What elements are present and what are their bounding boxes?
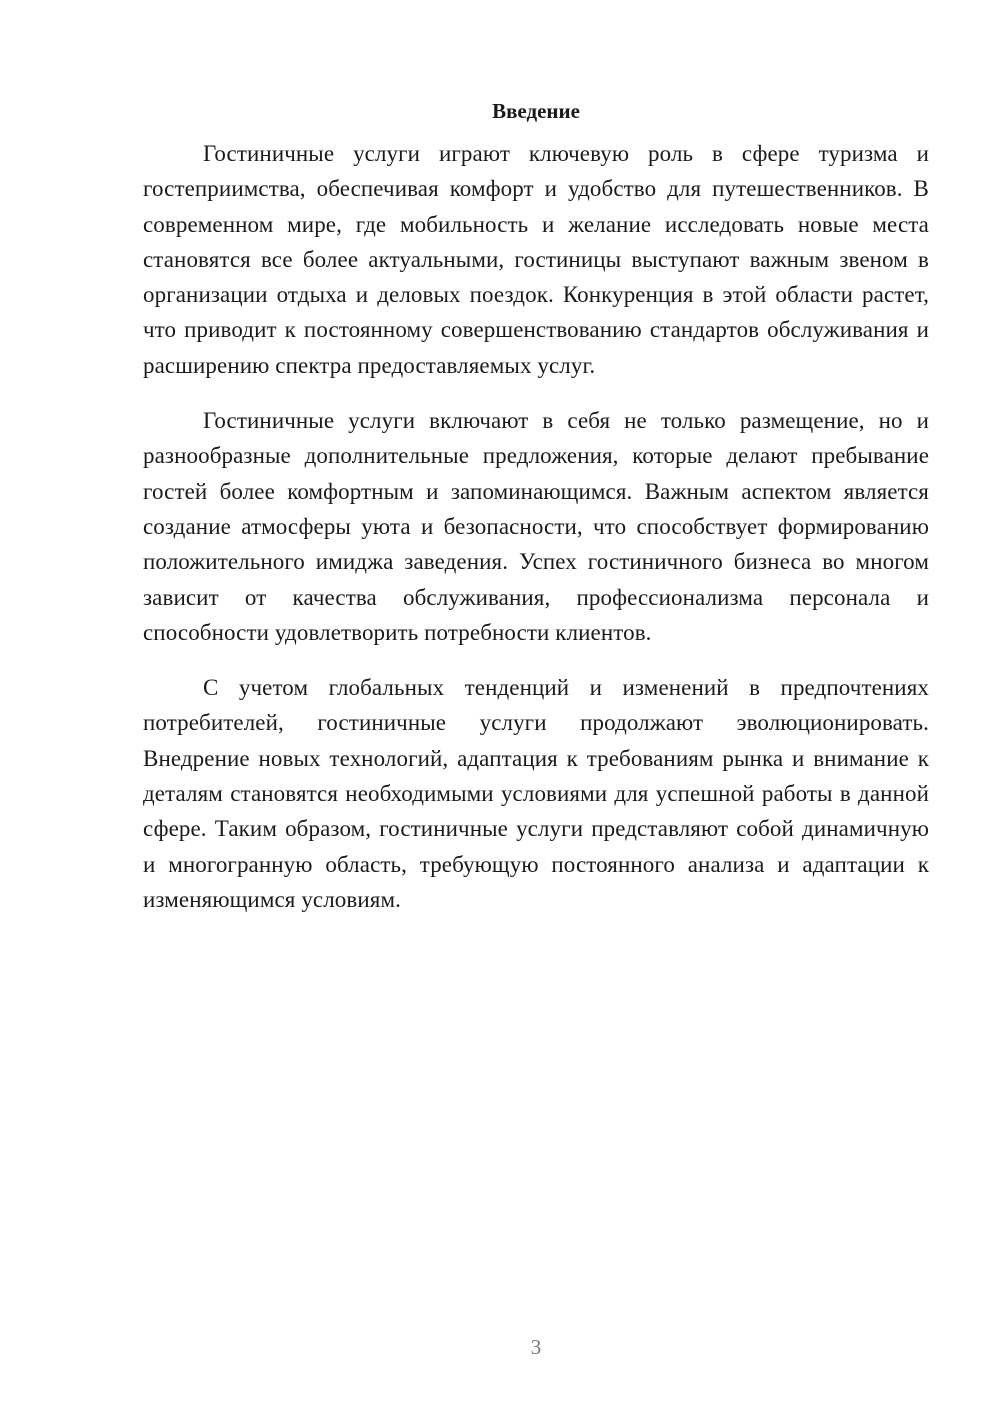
- paragraph-1: Гостиничные услуги играют ключевую роль в сфере туризма и гостеприимства, обеспечивая комфорт и удобство для путешественников. В современном мире, где мобильность и желание исследовать новые места становятся все более актуальными, гостиницы выступают важным звеном в организации отдыха и деловых поездок. Конкуренция в этой области растет, что приводит к постоянному совершенствованию стандартов обслуживания и расширению спектра предоставляемых услуг.: [143, 141, 929, 378]
- page-content: [143, 96, 929, 937]
- paragraph-2: Гостиничные услуги включают в себя не только размещение, но и разнообразные дополнительные предложения, которые делают пребывание гостей более комфортным и запоминающимся. Важным аспектом является создание атмосферы уюта и безопасности, что способствует формированию положительного имиджа заведения. Успех гостиничного бизнеса во многом зависит от качества обслуживания, профессионализма персонала и способности удовлетворить потребности клиентов.: [143, 408, 929, 645]
- paragraph-3: С учетом глобальных тенденций и изменений в предпочтениях потребителей, гостиничные услуги продолжают эволюционировать. Внедрение новых технологий, адаптация к требованиям рынка и внимание к деталям становятся необходимыми условиями для успешной работы в данной сфере. Таким образом, гостиничные услуги представляют собой динамичную и многогранную область, требующую постоянного анализа и адаптации к изменяющимся условиям.: [143, 675, 929, 912]
- section-title: Введение: [492, 99, 580, 123]
- page-number: 3: [530, 1335, 542, 1359]
